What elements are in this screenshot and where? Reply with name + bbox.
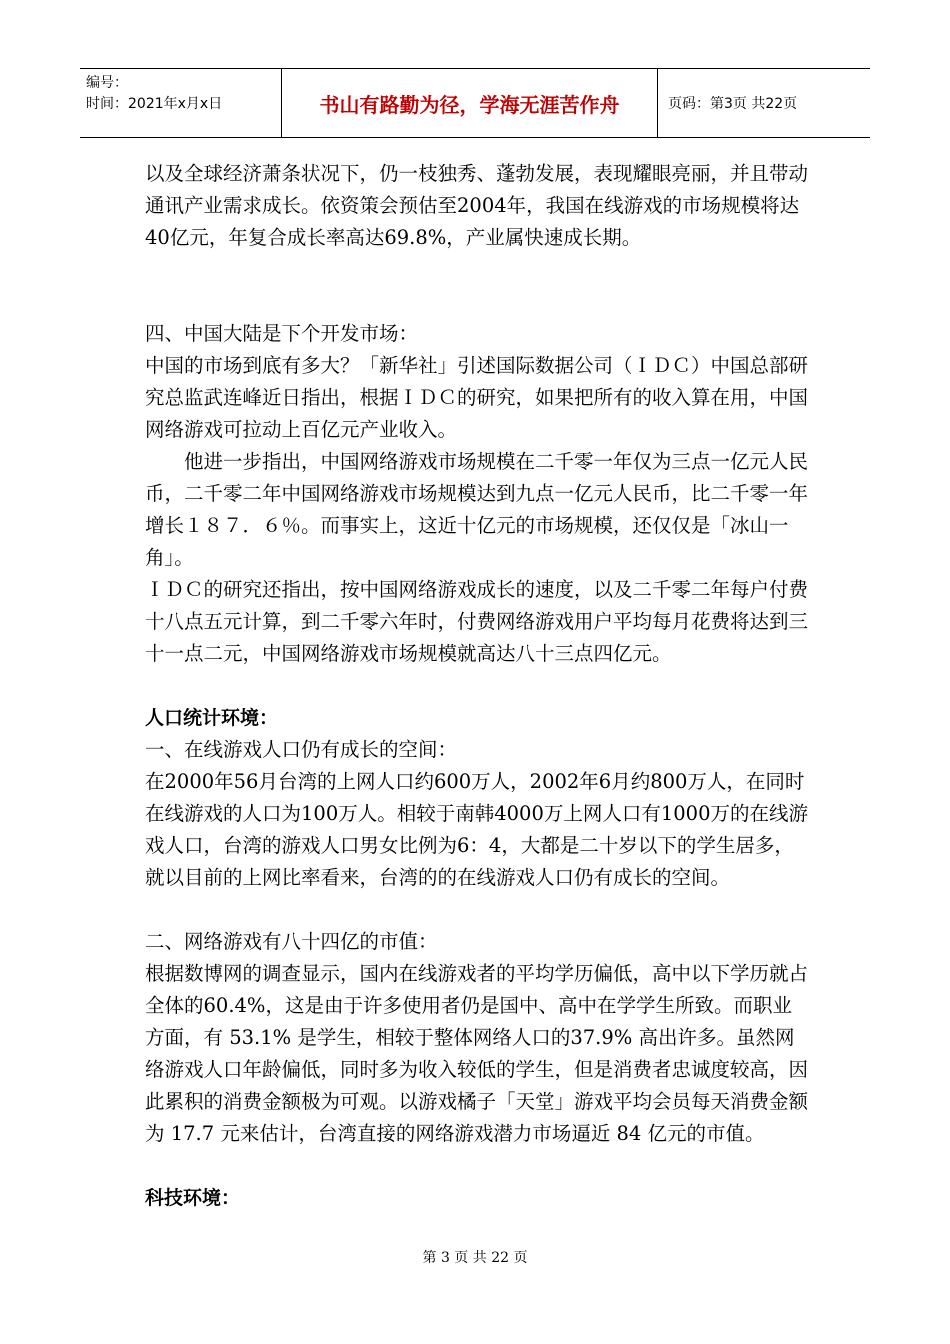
spacer (145, 254, 810, 318)
paragraph: ＩＤＣ的研究还指出，按中国网络游戏成长的速度，以及二千零二年每户付费十八点五元计算，到二千零六年时，付费网络游戏用户平均每月花费将达到三十一点二元，中国网络游戏市场规模就高达八十三点四亿元。 (145, 578, 809, 665)
page-footer: 第 3 页 共 22 页 (422, 1250, 528, 1266)
section-heading: 人口统计环境： (145, 707, 279, 729)
section-title: 四、中国大陆是下个开发市场： (145, 322, 419, 345)
header-page-number: 页码：第3页 共22页 (668, 96, 798, 112)
document-date: 时间：2021年x月x日 (86, 96, 223, 112)
header-left-cell (80, 69, 282, 137)
header-motto: 书山有路勤为径，学海无涯苦作舟 (282, 69, 658, 137)
paragraph: 中国的市场到底有多大？「新华社」引述国际数据公司（ＩＤＣ）中国总部研究总监武连峰近日指出，根据ＩＤＣ的研究，如果把所有的收入算在用，中国网络游戏可拉动上百亿元产业收入。 (145, 354, 809, 441)
section-title: 二、网络游戏有八十四亿的市值： (145, 930, 438, 953)
section-heading: 科技环境： (145, 1187, 241, 1209)
spacer (145, 894, 810, 926)
section-title: 一、在线游戏人口仍有成长的空间： (145, 738, 458, 761)
page-header (80, 68, 870, 138)
paragraph: 以及全球经济萧条状况下，仍一枝独秀、蓬勃发展，表现耀眼亮丽，并且带动通讯产业需求成长。依资策会预估至2004年，我国在线游戏的市场规模将达40亿元，年复合成长率高达69.8%，产业属快速成长期。 (145, 162, 809, 249)
paragraph: 他进一步指出，中国网络游戏市场规模在二千零一年仅为三点一亿元人民币，二千零二年中国网络游戏市场规模达到九点一亿元人民币，比二千零一年增长１８７．６％。而事实上，这近十亿元的市场规模，还仅仅是「冰山一角」。 (145, 450, 809, 569)
document-body (145, 158, 810, 1214)
spacer (145, 1150, 810, 1182)
spacer (145, 670, 810, 702)
paragraph: 在2000年56月台湾的上网人口约600万人，2002年6月约800万人，在同时在线游戏的人口为100万人。相较于南韩4000万上网人口有1000万的在线游戏人口，台湾的游戏人口男女比例为6：4，大都是二十岁以下的学生居多，就以目前的上网比率看来，台湾的的在线游戏人口仍有成长的空间。 (145, 770, 808, 889)
document-number: 编号： (86, 75, 128, 91)
paragraph: 根据数博网的调查显示，国内在线游戏者的平均学历偏低，高中以下学历就占全体的60.4%，这是由于许多使用者仍是国中、高中在学学生所致。而职业方面，有 53.1% 是学生，相较于整体网络人口的37.9% 高出许多。虽然网络游戏人口年龄偏低，同时多为收入较低的学生，但是消费者忠诚度较高，因此累积的消费金额极为可观。以游戏橘子「天堂」游戏平均会员每天消费金额为 17.7 元来估计，台湾直接的网络游戏潜力市场逼近 84 亿元的市值。 (145, 962, 809, 1145)
